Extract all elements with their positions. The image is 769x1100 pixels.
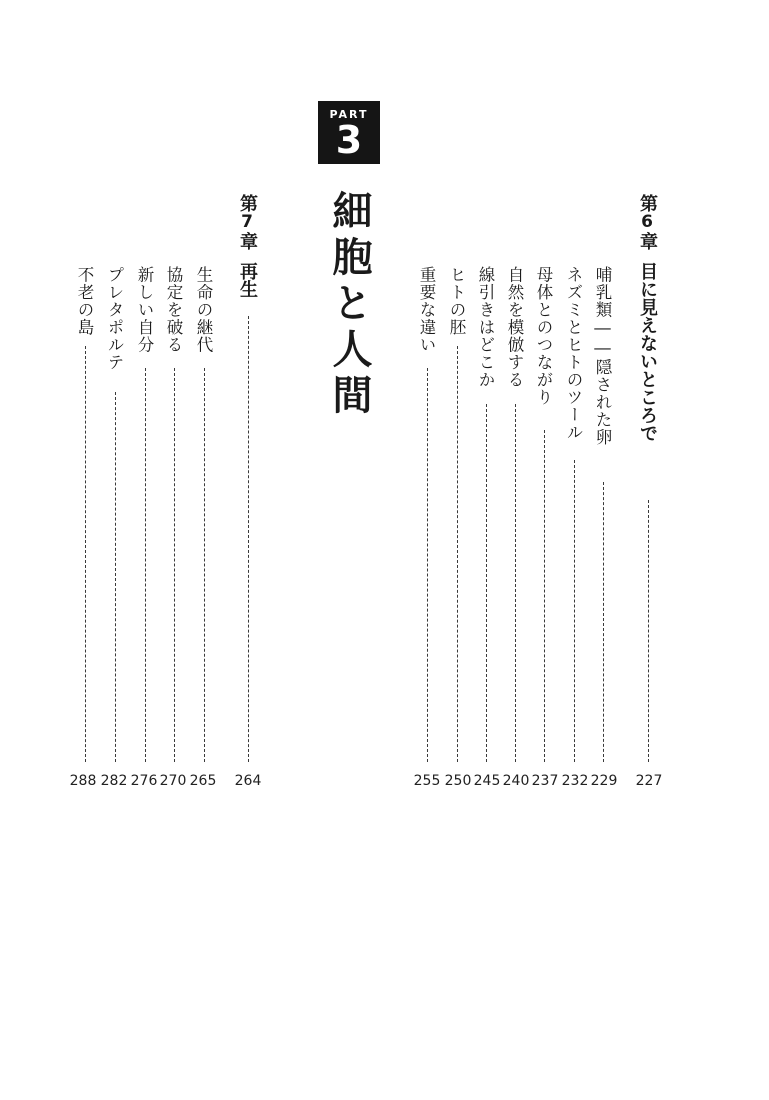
toc-entry-page: 250 [444, 773, 472, 789]
toc-leader [174, 368, 175, 762]
chapter-6-number: 6 [637, 212, 657, 232]
toc-entry[interactable]: 不老の島 [75, 266, 94, 336]
toc-entry-page: 232 [561, 773, 589, 789]
toc-leader [145, 368, 146, 762]
part-badge [318, 101, 380, 164]
toc-entry-page: 255 [413, 773, 441, 789]
toc-leader [85, 346, 86, 762]
toc-leader [427, 368, 428, 762]
chapter-7-number: 7 [237, 212, 257, 232]
toc-leader [204, 368, 205, 762]
toc-entry[interactable]: 自然を模倣する [505, 266, 524, 389]
chapter-6-word2: 章 [637, 232, 658, 250]
part-label: PART [329, 108, 369, 121]
toc-entry-page: 282 [100, 773, 128, 789]
toc-entry[interactable]: 新しい自分 [135, 266, 154, 354]
chapter-6-heading[interactable] [636, 194, 660, 442]
toc-leader [515, 404, 516, 762]
toc-leader [574, 460, 575, 762]
chapter-7-heading[interactable] [236, 194, 260, 298]
toc-leader [603, 482, 604, 762]
chapter-7-word2: 章 [237, 232, 258, 250]
toc-leader [486, 404, 487, 762]
chapter-7-page: 264 [234, 773, 262, 789]
toc-entry[interactable]: 生命の継代 [194, 266, 213, 354]
toc-entry[interactable]: ネズミとヒトのツール [564, 266, 583, 441]
toc-entry-page: 245 [473, 773, 501, 789]
toc-entry-page: 270 [159, 773, 187, 789]
toc-entry[interactable]: 母体とのつながり [534, 266, 553, 406]
chapter-7-leader [248, 316, 249, 762]
toc-entry[interactable]: 重要な違い [417, 266, 436, 354]
chapter-6-leader [648, 500, 649, 762]
toc-entry[interactable]: 協定を破る [164, 266, 183, 354]
part-title: 細胞と人間 [326, 190, 372, 420]
toc-leader [544, 430, 545, 762]
chapter-6-title: 目に見えないところで [637, 262, 658, 442]
toc-entry[interactable]: 哺乳類――隠された卵 [593, 266, 612, 446]
toc-entry-page: 240 [502, 773, 530, 789]
chapter-6-page: 227 [635, 773, 663, 789]
chapter-7-word1: 第 [237, 194, 258, 212]
toc-leader [115, 392, 116, 762]
chapter-7-title: 再生 [237, 262, 258, 298]
toc-entry-page: 229 [590, 773, 618, 789]
toc-entry-page: 276 [130, 773, 158, 789]
part-number: 3 [335, 118, 363, 162]
toc-entry-page: 265 [189, 773, 217, 789]
toc-entry-page: 288 [69, 773, 97, 789]
toc-entry[interactable]: ヒトの胚 [447, 266, 466, 336]
toc-entry[interactable]: プレタポルテ [105, 266, 124, 371]
toc-entry-page: 237 [531, 773, 559, 789]
toc-entry[interactable]: 線引きはどこか [476, 266, 495, 389]
toc-leader [457, 346, 458, 762]
chapter-6-word1: 第 [637, 194, 658, 212]
